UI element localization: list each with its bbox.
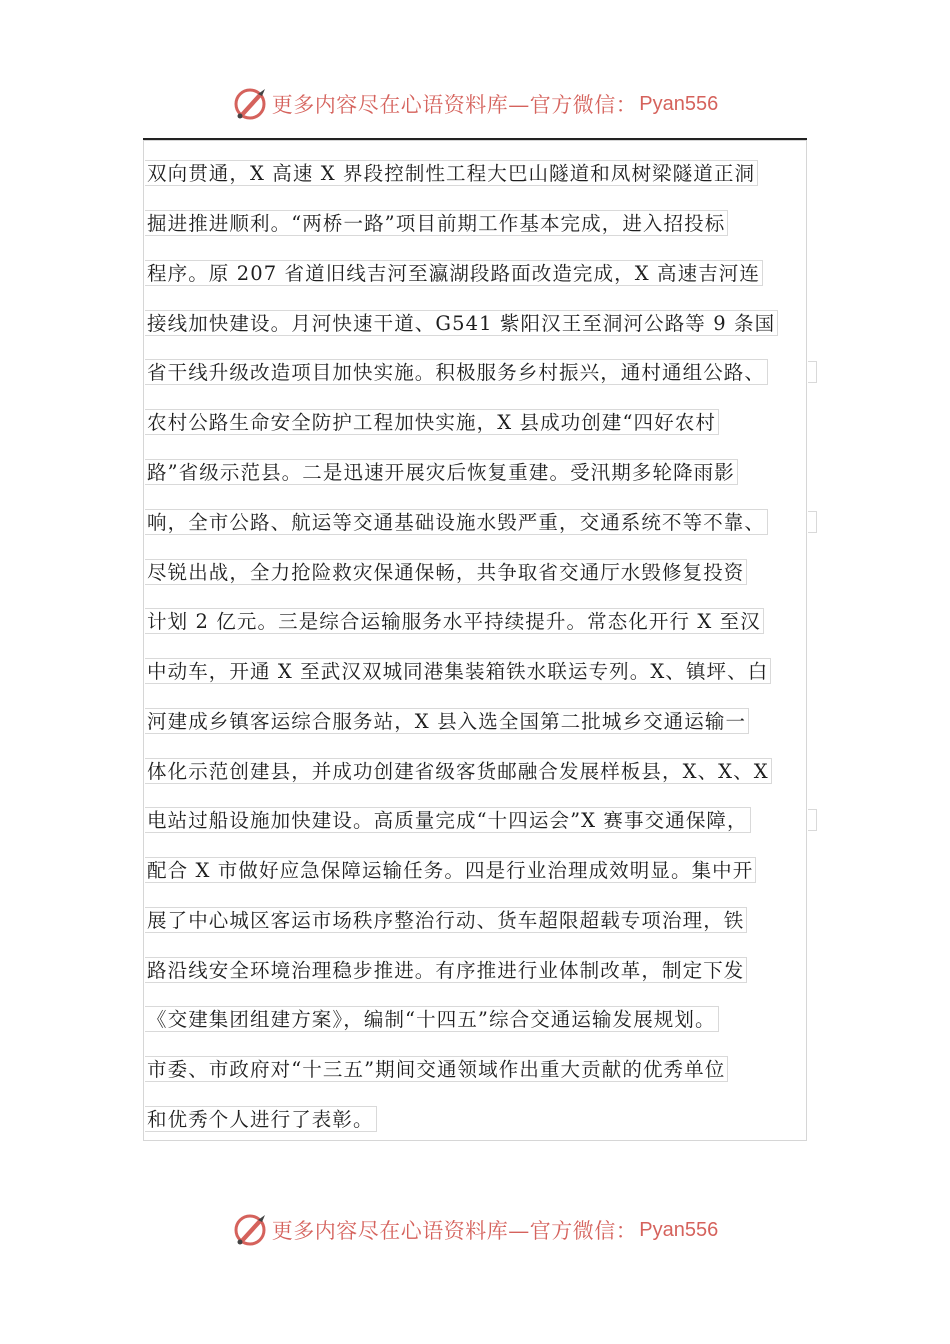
overflow-marker [808, 511, 817, 533]
text-line: 中动车，开通 X 至武汉双城同港集装箱铁水联运专列。X、镇坪、白 [145, 658, 771, 684]
footer-watermark [0, 1210, 950, 1250]
text-frame [143, 140, 807, 1141]
text-line: 双向贯通，X 高速 X 界段控制性工程大巴山隧道和凤树梁隧道正洞 [145, 160, 758, 186]
overflow-marker [808, 809, 817, 831]
text-line: 程序。原 207 省道旧线吉河至瀛湖段路面改造完成，X 高速吉河连 [145, 260, 763, 286]
text-line: 河建成乡镇客运综合服务站，X 县入选全国第二批城乡交通运输一 [145, 708, 749, 734]
text-line: 展了中心城区客运市场秩序整治行动、货车超限超载专项治理，铁 [145, 907, 747, 933]
watermark-wechat-id: Pyan556 [639, 1218, 719, 1241]
header-watermark [0, 84, 950, 124]
text-line: 接线加快建设。月河快速干道、G541 紫阳汉王至洞河公路等 9 条国 [145, 310, 778, 336]
text-line: 和优秀个人进行了表彰。 [145, 1106, 377, 1132]
text-line: 体化示范创建县，并成功创建省级客货邮融合发展样板县，X、X、X [145, 758, 772, 784]
text-line: 响，全市公路、航运等交通基础设施水毁严重，交通系统不等不靠、 [145, 509, 768, 535]
text-line: 市委、市政府对“十三五”期间交通领域作出重大贡献的优秀单位 [145, 1056, 728, 1082]
text-line: 《交建集团组建方案》，编制“十四五”综合交通运输发展规划。 [145, 1006, 719, 1032]
overflow-marker [808, 361, 817, 383]
quill-logo-icon [232, 86, 268, 122]
text-line: 路沿线安全环境治理稳步推进。有序推进行业体制改革，制定下发 [145, 957, 747, 983]
text-line: 农村公路生命安全防护工程加快实施，X 县成功创建“四好农村 [145, 409, 719, 435]
text-line: 电站过船设施加快建设。高质量完成“十四运会”X 赛事交通保障， [145, 807, 751, 833]
quill-logo-icon [232, 1212, 268, 1248]
text-line: 掘进推进顺利。“两桥一路”项目前期工作基本完成，进入招投标 [145, 210, 728, 236]
watermark-text: 更多内容尽在心语资料库—官方微信： [271, 93, 638, 117]
text-line: 配合 X 市做好应急保障运输任务。四是行业治理成效明显。集中开 [145, 857, 756, 883]
watermark-text: 更多内容尽在心语资料库—官方微信： [271, 1219, 638, 1243]
text-line: 路”省级示范县。二是迅速开展灾后恢复重建。受汛期多轮降雨影 [145, 459, 738, 485]
watermark-wechat-id: Pyan556 [639, 92, 719, 115]
text-line: 计划 2 亿元。三是综合运输服务水平持续提升。常态化开行 X 至汉 [145, 608, 764, 634]
text-line: 省干线升级改造项目加快实施。积极服务乡村振兴，通村通组公路、 [145, 359, 768, 385]
text-line: 尽锐出战，全力抢险救灾保通保畅，共争取省交通厅水毁修复投资 [145, 559, 747, 585]
